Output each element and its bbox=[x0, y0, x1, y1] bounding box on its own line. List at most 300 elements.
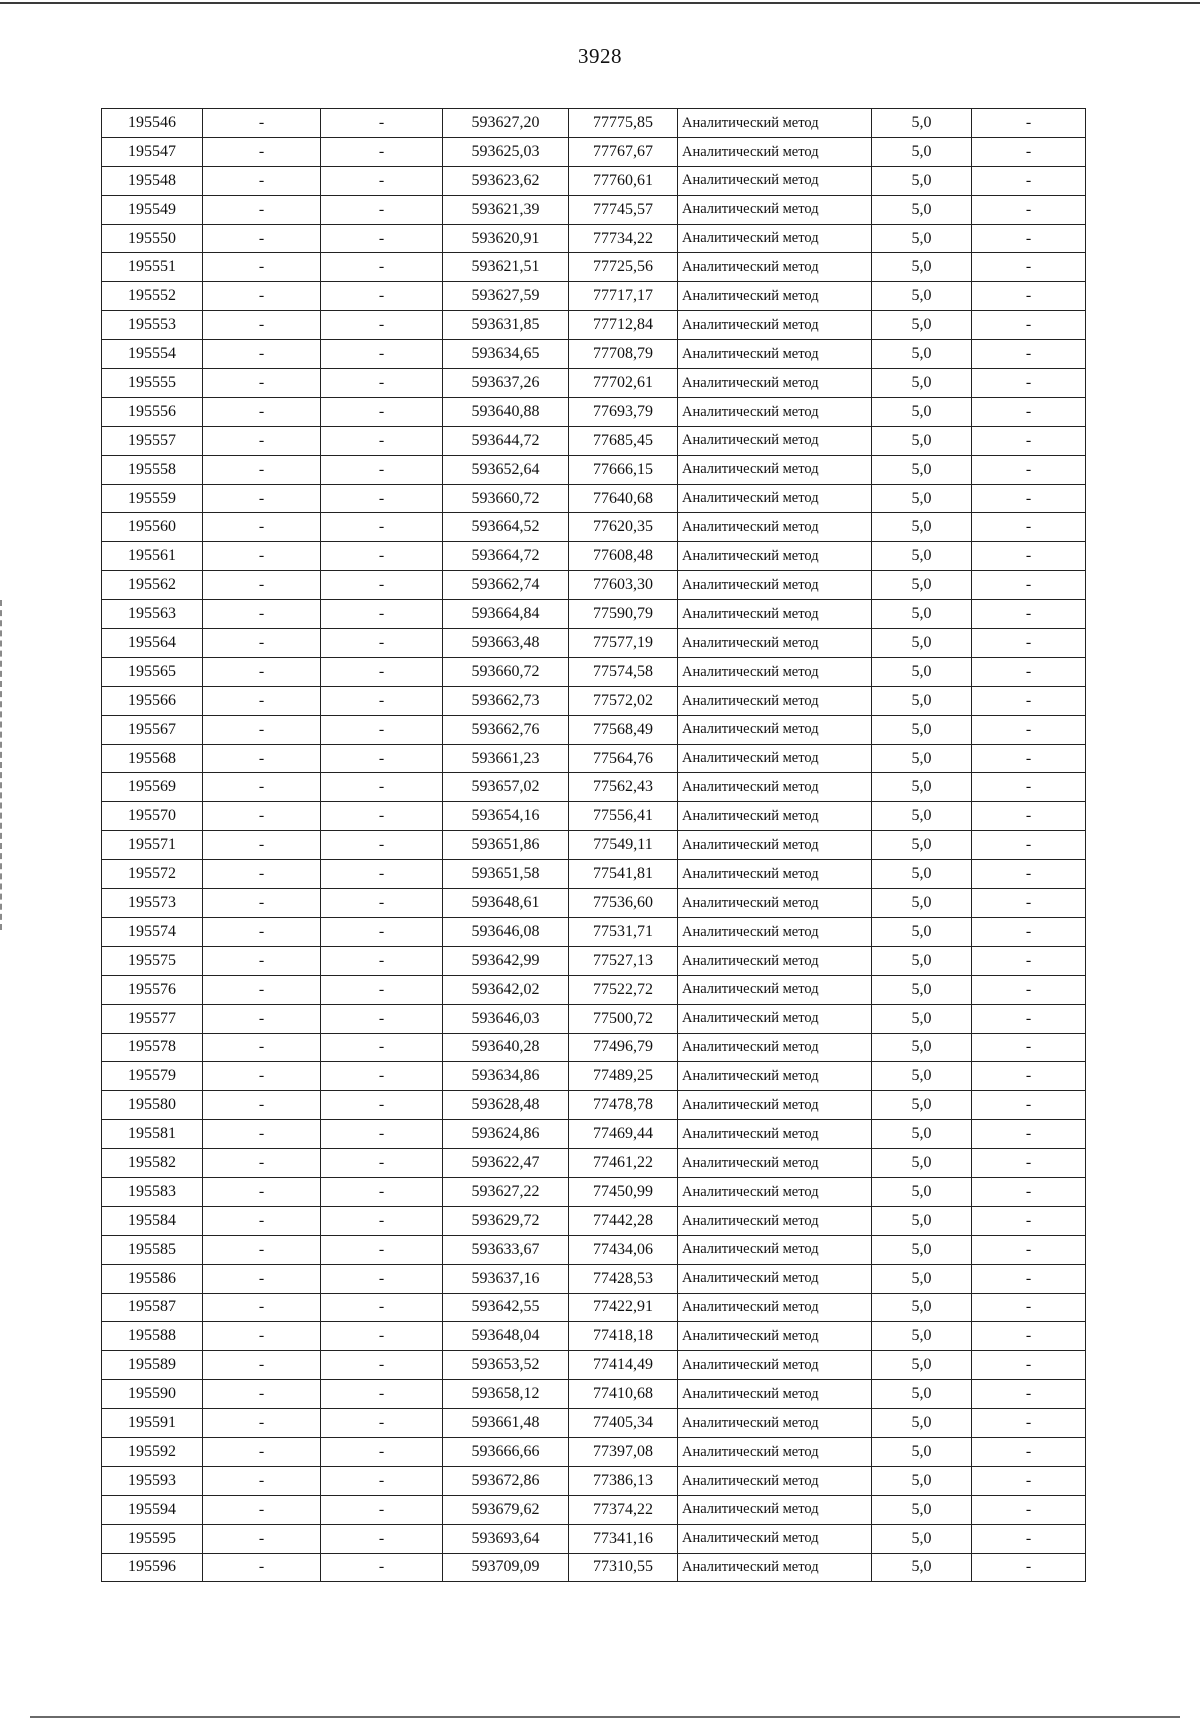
dash-cell: - bbox=[972, 1004, 1086, 1033]
dash-cell: - bbox=[321, 397, 443, 426]
method-cell: Аналитический метод bbox=[678, 831, 872, 860]
method-cell: Аналитический метод bbox=[678, 1149, 872, 1178]
accuracy-cell: 5,0 bbox=[872, 484, 972, 513]
dash-cell: - bbox=[321, 889, 443, 918]
table-row bbox=[102, 253, 1086, 282]
dash-cell: - bbox=[972, 1524, 1086, 1553]
accuracy-cell: 5,0 bbox=[872, 1264, 972, 1293]
method-cell: Аналитический метод bbox=[678, 1293, 872, 1322]
point-number-cell: 195565 bbox=[102, 657, 203, 686]
dash-cell: - bbox=[972, 686, 1086, 715]
y-coordinate-cell: 77541,81 bbox=[569, 860, 678, 889]
dash-cell: - bbox=[321, 686, 443, 715]
accuracy-cell: 5,0 bbox=[872, 686, 972, 715]
x-coordinate-cell: 593709,09 bbox=[443, 1553, 569, 1582]
x-coordinate-cell: 593627,59 bbox=[443, 282, 569, 311]
accuracy-cell: 5,0 bbox=[872, 600, 972, 629]
x-coordinate-cell: 593648,61 bbox=[443, 889, 569, 918]
dash-cell: - bbox=[972, 889, 1086, 918]
dash-cell: - bbox=[203, 1495, 321, 1524]
dash-cell: - bbox=[321, 224, 443, 253]
accuracy-cell: 5,0 bbox=[872, 1409, 972, 1438]
accuracy-cell: 5,0 bbox=[872, 1437, 972, 1466]
table-row bbox=[102, 1437, 1086, 1466]
point-number-cell: 195550 bbox=[102, 224, 203, 253]
dash-cell: - bbox=[203, 657, 321, 686]
point-number-cell: 195575 bbox=[102, 946, 203, 975]
dash-cell: - bbox=[972, 600, 1086, 629]
point-number-cell: 195592 bbox=[102, 1437, 203, 1466]
y-coordinate-cell: 77775,85 bbox=[569, 109, 678, 138]
method-cell: Аналитический метод bbox=[678, 571, 872, 600]
x-coordinate-cell: 593623,62 bbox=[443, 166, 569, 195]
dash-cell: - bbox=[203, 166, 321, 195]
dash-cell: - bbox=[972, 946, 1086, 975]
table-row bbox=[102, 369, 1086, 398]
dash-cell: - bbox=[972, 1091, 1086, 1120]
dash-cell: - bbox=[972, 975, 1086, 1004]
method-cell: Аналитический метод bbox=[678, 137, 872, 166]
point-number-cell: 195590 bbox=[102, 1380, 203, 1409]
x-coordinate-cell: 593625,03 bbox=[443, 137, 569, 166]
x-coordinate-cell: 593628,48 bbox=[443, 1091, 569, 1120]
x-coordinate-cell: 593662,73 bbox=[443, 686, 569, 715]
method-cell: Аналитический метод bbox=[678, 1062, 872, 1091]
y-coordinate-cell: 77414,49 bbox=[569, 1351, 678, 1380]
dash-cell: - bbox=[972, 1466, 1086, 1495]
y-coordinate-cell: 77310,55 bbox=[569, 1553, 678, 1582]
table-row bbox=[102, 166, 1086, 195]
y-coordinate-cell: 77500,72 bbox=[569, 1004, 678, 1033]
y-coordinate-cell: 77556,41 bbox=[569, 802, 678, 831]
table-row bbox=[102, 340, 1086, 369]
y-coordinate-cell: 77422,91 bbox=[569, 1293, 678, 1322]
method-cell: Аналитический метод bbox=[678, 629, 872, 658]
dash-cell: - bbox=[203, 311, 321, 340]
dash-cell: - bbox=[321, 1235, 443, 1264]
dash-cell: - bbox=[972, 484, 1086, 513]
y-coordinate-cell: 77527,13 bbox=[569, 946, 678, 975]
x-coordinate-cell: 593672,86 bbox=[443, 1466, 569, 1495]
dash-cell: - bbox=[203, 426, 321, 455]
accuracy-cell: 5,0 bbox=[872, 1553, 972, 1582]
y-coordinate-cell: 77461,22 bbox=[569, 1149, 678, 1178]
y-coordinate-cell: 77574,58 bbox=[569, 657, 678, 686]
accuracy-cell: 5,0 bbox=[872, 542, 972, 571]
dash-cell: - bbox=[321, 657, 443, 686]
y-coordinate-cell: 77410,68 bbox=[569, 1380, 678, 1409]
method-cell: Аналитический метод bbox=[678, 1004, 872, 1033]
dash-cell: - bbox=[972, 542, 1086, 571]
x-coordinate-cell: 593658,12 bbox=[443, 1380, 569, 1409]
x-coordinate-cell: 593646,03 bbox=[443, 1004, 569, 1033]
dash-cell: - bbox=[321, 571, 443, 600]
dash-cell: - bbox=[321, 744, 443, 773]
dash-cell: - bbox=[203, 744, 321, 773]
accuracy-cell: 5,0 bbox=[872, 1177, 972, 1206]
dash-cell: - bbox=[203, 1322, 321, 1351]
method-cell: Аналитический метод bbox=[678, 1553, 872, 1582]
point-number-cell: 195571 bbox=[102, 831, 203, 860]
y-coordinate-cell: 77434,06 bbox=[569, 1235, 678, 1264]
y-coordinate-cell: 77717,17 bbox=[569, 282, 678, 311]
point-number-cell: 195560 bbox=[102, 513, 203, 542]
method-cell: Аналитический метод bbox=[678, 513, 872, 542]
y-coordinate-cell: 77590,79 bbox=[569, 600, 678, 629]
y-coordinate-cell: 77725,56 bbox=[569, 253, 678, 282]
x-coordinate-cell: 593660,72 bbox=[443, 484, 569, 513]
table-row bbox=[102, 1380, 1086, 1409]
table-row bbox=[102, 455, 1086, 484]
method-cell: Аналитический метод bbox=[678, 1033, 872, 1062]
x-coordinate-cell: 593634,65 bbox=[443, 340, 569, 369]
dash-cell: - bbox=[321, 1495, 443, 1524]
dash-cell: - bbox=[321, 831, 443, 860]
dash-cell: - bbox=[203, 513, 321, 542]
dash-cell: - bbox=[203, 195, 321, 224]
point-number-cell: 195584 bbox=[102, 1206, 203, 1235]
scan-bottom-rule bbox=[30, 1716, 1180, 1718]
accuracy-cell: 5,0 bbox=[872, 1062, 972, 1091]
point-number-cell: 195562 bbox=[102, 571, 203, 600]
point-number-cell: 195580 bbox=[102, 1091, 203, 1120]
point-number-cell: 195552 bbox=[102, 282, 203, 311]
dash-cell: - bbox=[203, 917, 321, 946]
method-cell: Аналитический метод bbox=[678, 975, 872, 1004]
y-coordinate-cell: 77341,16 bbox=[569, 1524, 678, 1553]
y-coordinate-cell: 77549,11 bbox=[569, 831, 678, 860]
dash-cell: - bbox=[203, 975, 321, 1004]
y-coordinate-cell: 77478,78 bbox=[569, 1091, 678, 1120]
scan-margin-marks bbox=[0, 600, 5, 930]
point-number-cell: 195591 bbox=[102, 1409, 203, 1438]
method-cell: Аналитический метод bbox=[678, 195, 872, 224]
accuracy-cell: 5,0 bbox=[872, 253, 972, 282]
point-number-cell: 195593 bbox=[102, 1466, 203, 1495]
dash-cell: - bbox=[321, 542, 443, 571]
dash-cell: - bbox=[972, 397, 1086, 426]
dash-cell: - bbox=[203, 1062, 321, 1091]
dash-cell: - bbox=[203, 542, 321, 571]
dash-cell: - bbox=[203, 600, 321, 629]
dash-cell: - bbox=[972, 744, 1086, 773]
x-coordinate-cell: 593662,74 bbox=[443, 571, 569, 600]
y-coordinate-cell: 77397,08 bbox=[569, 1437, 678, 1466]
dash-cell: - bbox=[203, 946, 321, 975]
table-row bbox=[102, 1495, 1086, 1524]
dash-cell: - bbox=[972, 1437, 1086, 1466]
method-cell: Аналитический метод bbox=[678, 1091, 872, 1120]
x-coordinate-cell: 593621,51 bbox=[443, 253, 569, 282]
accuracy-cell: 5,0 bbox=[872, 513, 972, 542]
dash-cell: - bbox=[203, 1466, 321, 1495]
method-cell: Аналитический метод bbox=[678, 744, 872, 773]
y-coordinate-cell: 77702,61 bbox=[569, 369, 678, 398]
table-row bbox=[102, 1177, 1086, 1206]
dash-cell: - bbox=[203, 889, 321, 918]
point-number-cell: 195559 bbox=[102, 484, 203, 513]
dash-cell: - bbox=[972, 657, 1086, 686]
point-number-cell: 195596 bbox=[102, 1553, 203, 1582]
x-coordinate-cell: 593663,48 bbox=[443, 629, 569, 658]
accuracy-cell: 5,0 bbox=[872, 629, 972, 658]
x-coordinate-cell: 593652,64 bbox=[443, 455, 569, 484]
accuracy-cell: 5,0 bbox=[872, 1524, 972, 1553]
accuracy-cell: 5,0 bbox=[872, 1091, 972, 1120]
point-number-cell: 195551 bbox=[102, 253, 203, 282]
point-number-cell: 195549 bbox=[102, 195, 203, 224]
method-cell: Аналитический метод bbox=[678, 1120, 872, 1149]
dash-cell: - bbox=[321, 1062, 443, 1091]
dash-cell: - bbox=[321, 1033, 443, 1062]
x-coordinate-cell: 593657,02 bbox=[443, 773, 569, 802]
dash-cell: - bbox=[972, 426, 1086, 455]
method-cell: Аналитический метод bbox=[678, 686, 872, 715]
point-number-cell: 195576 bbox=[102, 975, 203, 1004]
point-number-cell: 195578 bbox=[102, 1033, 203, 1062]
accuracy-cell: 5,0 bbox=[872, 1149, 972, 1178]
table-row bbox=[102, 195, 1086, 224]
table-row bbox=[102, 1149, 1086, 1178]
dash-cell: - bbox=[321, 1120, 443, 1149]
x-coordinate-cell: 593654,16 bbox=[443, 802, 569, 831]
table-row bbox=[102, 1062, 1086, 1091]
dash-cell: - bbox=[972, 166, 1086, 195]
dash-cell: - bbox=[321, 109, 443, 138]
accuracy-cell: 5,0 bbox=[872, 1293, 972, 1322]
y-coordinate-cell: 77608,48 bbox=[569, 542, 678, 571]
x-coordinate-cell: 593662,76 bbox=[443, 715, 569, 744]
dash-cell: - bbox=[321, 137, 443, 166]
y-coordinate-cell: 77536,60 bbox=[569, 889, 678, 918]
method-cell: Аналитический метод bbox=[678, 166, 872, 195]
accuracy-cell: 5,0 bbox=[872, 369, 972, 398]
scan-top-rule bbox=[0, 2, 1200, 4]
x-coordinate-cell: 593637,16 bbox=[443, 1264, 569, 1293]
dash-cell: - bbox=[972, 1553, 1086, 1582]
table-row bbox=[102, 917, 1086, 946]
dash-cell: - bbox=[972, 1380, 1086, 1409]
method-cell: Аналитический метод bbox=[678, 109, 872, 138]
accuracy-cell: 5,0 bbox=[872, 1351, 972, 1380]
accuracy-cell: 5,0 bbox=[872, 1322, 972, 1351]
coordinates-table bbox=[101, 108, 1086, 1582]
dash-cell: - bbox=[203, 831, 321, 860]
dash-cell: - bbox=[203, 715, 321, 744]
accuracy-cell: 5,0 bbox=[872, 1235, 972, 1264]
dash-cell: - bbox=[321, 975, 443, 1004]
method-cell: Аналитический метод bbox=[678, 340, 872, 369]
dash-cell: - bbox=[972, 282, 1086, 311]
method-cell: Аналитический метод bbox=[678, 1264, 872, 1293]
accuracy-cell: 5,0 bbox=[872, 1380, 972, 1409]
dash-cell: - bbox=[321, 600, 443, 629]
point-number-cell: 195594 bbox=[102, 1495, 203, 1524]
x-coordinate-cell: 593664,52 bbox=[443, 513, 569, 542]
table-row bbox=[102, 975, 1086, 1004]
dash-cell: - bbox=[321, 340, 443, 369]
dash-cell: - bbox=[203, 1004, 321, 1033]
accuracy-cell: 5,0 bbox=[872, 1466, 972, 1495]
method-cell: Аналитический метод bbox=[678, 484, 872, 513]
point-number-cell: 195572 bbox=[102, 860, 203, 889]
accuracy-cell: 5,0 bbox=[872, 744, 972, 773]
table-row bbox=[102, 311, 1086, 340]
point-number-cell: 195547 bbox=[102, 137, 203, 166]
table-row bbox=[102, 1091, 1086, 1120]
dash-cell: - bbox=[203, 369, 321, 398]
method-cell: Аналитический метод bbox=[678, 600, 872, 629]
dash-cell: - bbox=[321, 629, 443, 658]
dash-cell: - bbox=[321, 1553, 443, 1582]
table-row bbox=[102, 744, 1086, 773]
point-number-cell: 195563 bbox=[102, 600, 203, 629]
accuracy-cell: 5,0 bbox=[872, 166, 972, 195]
accuracy-cell: 5,0 bbox=[872, 715, 972, 744]
point-number-cell: 195558 bbox=[102, 455, 203, 484]
table-row bbox=[102, 1033, 1086, 1062]
point-number-cell: 195567 bbox=[102, 715, 203, 744]
accuracy-cell: 5,0 bbox=[872, 917, 972, 946]
method-cell: Аналитический метод bbox=[678, 1524, 872, 1553]
accuracy-cell: 5,0 bbox=[872, 802, 972, 831]
dash-cell: - bbox=[321, 946, 443, 975]
method-cell: Аналитический метод bbox=[678, 889, 872, 918]
x-coordinate-cell: 593660,72 bbox=[443, 657, 569, 686]
accuracy-cell: 5,0 bbox=[872, 397, 972, 426]
dash-cell: - bbox=[972, 1293, 1086, 1322]
point-number-cell: 195577 bbox=[102, 1004, 203, 1033]
y-coordinate-cell: 77469,44 bbox=[569, 1120, 678, 1149]
x-coordinate-cell: 593661,48 bbox=[443, 1409, 569, 1438]
x-coordinate-cell: 593693,64 bbox=[443, 1524, 569, 1553]
dash-cell: - bbox=[321, 1206, 443, 1235]
accuracy-cell: 5,0 bbox=[872, 889, 972, 918]
table-row bbox=[102, 860, 1086, 889]
x-coordinate-cell: 593648,04 bbox=[443, 1322, 569, 1351]
x-coordinate-cell: 593620,91 bbox=[443, 224, 569, 253]
table-row bbox=[102, 802, 1086, 831]
dash-cell: - bbox=[203, 397, 321, 426]
method-cell: Аналитический метод bbox=[678, 1206, 872, 1235]
table-row bbox=[102, 1206, 1086, 1235]
x-coordinate-cell: 593651,58 bbox=[443, 860, 569, 889]
table-row bbox=[102, 137, 1086, 166]
table-row bbox=[102, 282, 1086, 311]
x-coordinate-cell: 593646,08 bbox=[443, 917, 569, 946]
dash-cell: - bbox=[321, 253, 443, 282]
table-row bbox=[102, 773, 1086, 802]
x-coordinate-cell: 593640,28 bbox=[443, 1033, 569, 1062]
dash-cell: - bbox=[321, 1351, 443, 1380]
method-cell: Аналитический метод bbox=[678, 369, 872, 398]
y-coordinate-cell: 77712,84 bbox=[569, 311, 678, 340]
table-row bbox=[102, 426, 1086, 455]
x-coordinate-cell: 593666,66 bbox=[443, 1437, 569, 1466]
point-number-cell: 195579 bbox=[102, 1062, 203, 1091]
dash-cell: - bbox=[972, 1351, 1086, 1380]
table-row bbox=[102, 571, 1086, 600]
method-cell: Аналитический метод bbox=[678, 455, 872, 484]
dash-cell: - bbox=[972, 195, 1086, 224]
method-cell: Аналитический метод bbox=[678, 426, 872, 455]
table-body bbox=[102, 109, 1086, 1582]
dash-cell: - bbox=[203, 1264, 321, 1293]
y-coordinate-cell: 77489,25 bbox=[569, 1062, 678, 1091]
y-coordinate-cell: 77405,34 bbox=[569, 1409, 678, 1438]
accuracy-cell: 5,0 bbox=[872, 860, 972, 889]
method-cell: Аналитический метод bbox=[678, 1380, 872, 1409]
point-number-cell: 195574 bbox=[102, 917, 203, 946]
dash-cell: - bbox=[972, 1062, 1086, 1091]
dash-cell: - bbox=[972, 1206, 1086, 1235]
dash-cell: - bbox=[321, 860, 443, 889]
method-cell: Аналитический метод bbox=[678, 1177, 872, 1206]
dash-cell: - bbox=[321, 311, 443, 340]
point-number-cell: 195568 bbox=[102, 744, 203, 773]
accuracy-cell: 5,0 bbox=[872, 426, 972, 455]
dash-cell: - bbox=[203, 1351, 321, 1380]
y-coordinate-cell: 77640,68 bbox=[569, 484, 678, 513]
dash-cell: - bbox=[321, 1380, 443, 1409]
dash-cell: - bbox=[972, 455, 1086, 484]
dash-cell: - bbox=[972, 1495, 1086, 1524]
dash-cell: - bbox=[203, 1149, 321, 1178]
dash-cell: - bbox=[203, 253, 321, 282]
dash-cell: - bbox=[321, 1149, 443, 1178]
method-cell: Аналитический метод bbox=[678, 657, 872, 686]
y-coordinate-cell: 77572,02 bbox=[569, 686, 678, 715]
y-coordinate-cell: 77450,99 bbox=[569, 1177, 678, 1206]
dash-cell: - bbox=[321, 426, 443, 455]
dash-cell: - bbox=[972, 1120, 1086, 1149]
dash-cell: - bbox=[203, 629, 321, 658]
y-coordinate-cell: 77442,28 bbox=[569, 1206, 678, 1235]
table-row bbox=[102, 224, 1086, 253]
dash-cell: - bbox=[321, 773, 443, 802]
point-number-cell: 195587 bbox=[102, 1293, 203, 1322]
x-coordinate-cell: 593621,39 bbox=[443, 195, 569, 224]
point-number-cell: 195570 bbox=[102, 802, 203, 831]
point-number-cell: 195586 bbox=[102, 1264, 203, 1293]
dash-cell: - bbox=[203, 686, 321, 715]
dash-cell: - bbox=[321, 715, 443, 744]
y-coordinate-cell: 77522,72 bbox=[569, 975, 678, 1004]
dash-cell: - bbox=[203, 773, 321, 802]
x-coordinate-cell: 593679,62 bbox=[443, 1495, 569, 1524]
accuracy-cell: 5,0 bbox=[872, 282, 972, 311]
table-row bbox=[102, 1409, 1086, 1438]
table-row bbox=[102, 1351, 1086, 1380]
y-coordinate-cell: 77386,13 bbox=[569, 1466, 678, 1495]
y-coordinate-cell: 77767,67 bbox=[569, 137, 678, 166]
dash-cell: - bbox=[972, 773, 1086, 802]
point-number-cell: 195583 bbox=[102, 1177, 203, 1206]
method-cell: Аналитический метод bbox=[678, 917, 872, 946]
accuracy-cell: 5,0 bbox=[872, 455, 972, 484]
point-number-cell: 195588 bbox=[102, 1322, 203, 1351]
table-row bbox=[102, 1235, 1086, 1264]
y-coordinate-cell: 77603,30 bbox=[569, 571, 678, 600]
dash-cell: - bbox=[203, 340, 321, 369]
method-cell: Аналитический метод bbox=[678, 282, 872, 311]
dash-cell: - bbox=[203, 1206, 321, 1235]
method-cell: Аналитический метод bbox=[678, 1466, 872, 1495]
dash-cell: - bbox=[972, 224, 1086, 253]
dash-cell: - bbox=[321, 1177, 443, 1206]
method-cell: Аналитический метод bbox=[678, 1322, 872, 1351]
y-coordinate-cell: 77568,49 bbox=[569, 715, 678, 744]
